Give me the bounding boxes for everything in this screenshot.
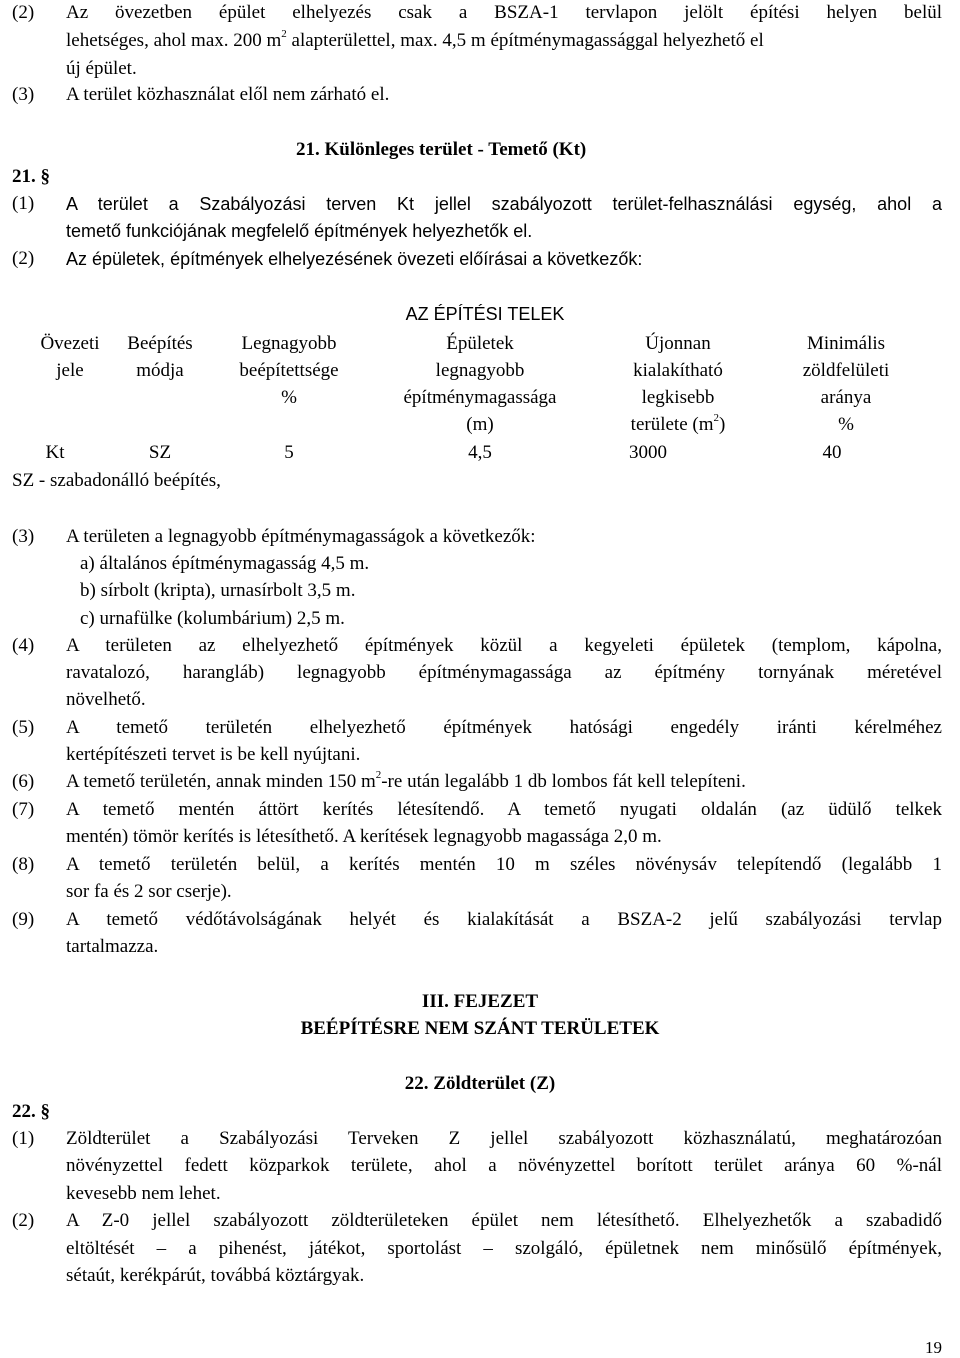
column-header-min-green-ratio: Minimális zöldfelületi aránya % [802,333,890,435]
paragraph-line: A terület közhasználat elől nem zárható el. [66,84,390,105]
page-number: 19 [925,1338,942,1357]
paragraph-line: kertépítészeti tervet is be kell nyújtani. [66,744,361,765]
paragraph-sign: 22. § [12,1101,50,1122]
column-header-max-height: Épületek legnagyobb építménymagassága (m) [403,333,557,435]
paragraph-line: Az övezetben épület elhelyezés csak a BSZA-1 tervlapon jelölt építési helyen belül [66,2,942,23]
paragraph-number: (1) [12,193,35,214]
paragraph-line: sétaút, kerékpárút, továbbá köztárgyak. [66,1265,365,1286]
paragraph-line: A terület a Szabályozási terven Kt jellel szabályozott terület-felhasználási egység, ahol a [66,194,942,214]
table-cell: 5 [284,442,294,463]
section-title: 21. Különleges terület - Temető (Kt) [296,139,587,160]
paragraph-number: (2) [12,2,35,23]
paragraph-line: növényzettel fedett közparkok területe, ahol a növényzettel borított terület aránya 60 %-nál [66,1155,942,1176]
table-cell: SZ [148,442,172,463]
paragraph-line: A temető védőtávolságának helyét és kialakítását a BSZA-2 jelű szabályozási tervlap [66,909,942,930]
paragraph-line: kevesebb nem lehet. [66,1183,221,1204]
paragraph-line: Az épületek, építmények elhelyezésének övezeti előírásai a következők: [66,249,643,269]
paragraph-line: temető funkciójának megfelelő építmények helyezhetők el. [66,221,533,241]
paragraph-number: (6) [12,771,35,792]
paragraph-line: A temető területén belül, a kerítés mentén 10 m széles növénysáv telepítendő (legalább 1 [66,854,942,875]
section-title: 22. Zöldterület (Z) [404,1073,556,1094]
paragraph-line: Zöldterület a Szabályozási Terveken Z jellel szabályozott közhasználatú, meghatározóan [66,1128,942,1149]
column-header-max-coverage: Legnagyobb beépítettsége % [239,333,339,408]
paragraph-line: A területen a legnagyobb építménymagasságok a következők: [66,526,536,547]
paragraph-line: sor fa és 2 sor cserje). [66,881,232,902]
list-item: a) általános építménymagasság 4,5 m. [80,553,370,574]
column-header-building-mode: Beépítés módja [127,333,193,381]
column-header-zone: Övezeti jele [40,333,100,381]
paragraph-sign: 21. § [12,166,50,187]
chapter-title: BEÉPÍTÉSRE NEM SZÁNT TERÜLETEK [300,1018,660,1039]
paragraph-number: (1) [12,1128,35,1149]
paragraph-line: ravatalozó, harangláb) legnagyobb építménymagassága az építmény tornyának méretével [66,662,942,683]
paragraph-line: növelhető. [66,689,146,710]
paragraph-number: (2) [12,248,35,269]
paragraph-line: A temető területén elhelyezhető építmények hatósági engedély iránti kérelméhez [66,717,942,738]
paragraph-line: A Z-0 jellel szabályozott zöldterületeken épület nem létesíthető. Elhelyezhetők a szabadidő [66,1210,942,1231]
list-item: c) urnafülke (kolumbárium) 2,5 m. [80,608,345,629]
table-note: SZ - szabadonálló beépítés, [12,470,221,491]
paragraph-number: (3) [12,84,35,105]
list-item: b) sírbolt (kripta), urnasírbolt 3,5 m. [80,580,356,601]
paragraph-number: (7) [12,799,35,820]
paragraph-line: A temető mentén áttört kerítés létesítendő. A temető nyugati oldalán (az üdülő telkek [66,799,942,820]
table-cell: 40 [822,442,842,463]
paragraph-line: tartalmazza. [66,936,159,957]
paragraph-line: A területen az elhelyezhető építmények közül a kegyeleti épületek (templom, kápolna, [66,635,942,656]
paragraph-number: (9) [12,909,35,930]
paragraph-number: (3) [12,526,35,547]
paragraph-number: (2) [12,1210,35,1231]
table-cell: 4,5 [468,442,492,463]
paragraph-number: (5) [12,717,35,738]
paragraph-line: eltöltését – a pihenést, játékot, sportolást – szolgáló, épületnek nem minősülő építmények, [66,1238,942,1259]
paragraph-line: új épület. [66,58,137,79]
table-cell: Kt [45,442,65,463]
table-cell: 3000 [629,442,667,463]
column-header-min-plot-area: Újonnan kialakítható legkisebb területe $(m^2)$ [630,333,726,435]
paragraph-line: lehetséges, ahol max. 200 $m^2$ alapterülettel, max. 4,5 m építménymagassággal helyezhető el [66,27,764,51]
table-group-header: AZ ÉPÍTÉSI TELEK [405,304,565,324]
paragraph-number: (8) [12,854,35,875]
chapter-number: III. FEJEZET [421,991,539,1012]
paragraph-line: mentén) tömör kerítés is létesíthető. A kerítések legnagyobb magassága 2,0 m. [66,826,662,847]
paragraph-line: A temető területén, annak minden 150 $m^2-re$ után legalább 1 db lombos fát kell telepíteni. [66,768,746,792]
paragraph-number: (4) [12,635,35,656]
